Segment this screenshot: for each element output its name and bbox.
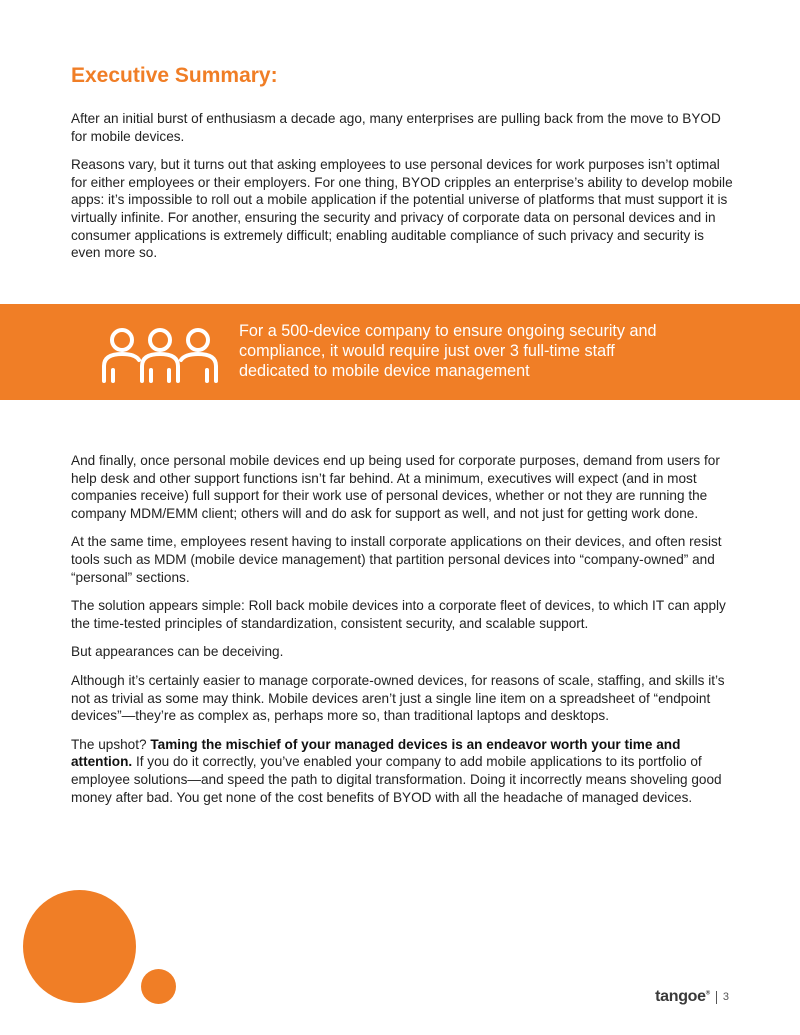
upshot-paragraph xyxy=(71,736,736,806)
footer-divider xyxy=(716,991,717,1004)
upshot-rest: If you do it correctly, you’ve enabled your company to add mobile applications to its portfolio of employee solutions—and speed the path to digital transformation. Doing it incorrectly means shoveling good money after bad. You get none of the cost benefits of BYOD with all the headache of managed devices. xyxy=(71,754,722,805)
decorative-circle-large xyxy=(23,890,136,1003)
page-number: 3 xyxy=(722,991,729,1003)
body-paragraph: Although it’s certainly easier to manage corporate-owned devices, for reasons of scale, staffing, and skills it’s not as trivial as some may think. Mobile devices aren’t just a single line item on a spreadsheet of “endpoint devices”—they’re as complex as, perhaps more so, than traditional laptops and desktops. xyxy=(71,672,725,724)
logo-text: tangoe xyxy=(655,988,706,1005)
body-paragraph: The solution appears simple: Roll back mobile devices into a corporate fleet of devices, to which IT can apply the time-tested principles of standardization, consistent security, and scalable support. xyxy=(71,598,726,631)
tangoe-logo xyxy=(655,988,710,1006)
body-paragraph: At the same time, employees resent having to install corporate applications on their devices, and often resist tools such as MDM (mobile device management) that partition personal devices into “company-owned” and “personal” sections. xyxy=(71,534,722,585)
intro-paragraph: Reasons vary, but it turns out that asking employees to use personal devices for work purposes isn’t optimal for either employees or their employers. For one thing, BYOD cripples an enterprise’s ability to develop mobile apps: it’s impossible to roll out a mobile application if the potential universe of platforms that must support it is virtually infinite. For another, ensuring the security and privacy of corporate data on personal devices and in consumer applications is extremely difficult; enabling auditable compliance of such privacy and security is even more so. xyxy=(71,157,733,261)
page-title: Executive Summary: xyxy=(71,64,278,87)
people-group-icon xyxy=(101,326,219,384)
body-paragraph: But appearances can be deceiving. xyxy=(71,644,284,660)
logo-registered-mark: ® xyxy=(705,990,710,997)
callout-text: For a 500-device company to ensure ongoing security and compliance, it would require just over 3 full-time staff dedicated to mobile device management xyxy=(239,322,657,380)
upshot-lead: The upshot? xyxy=(71,736,151,752)
intro-section xyxy=(71,110,736,273)
upshot-emphasis: Taming the mischief of your managed devices is an endeavor worth your time and attention. xyxy=(71,736,681,770)
body-paragraph: And finally, once personal mobile devices end up being used for corporate purposes, demand from users for help desk and other support functions isn’t far behind. At a minimum, executives will expect (and in most companies receive) full support for their work use of personal devices, whether or not they are running the company MDM/EMM client; others will and do ask for support as well, and not just for getting work done. xyxy=(71,453,720,521)
decorative-circle-small xyxy=(141,969,176,1004)
page-footer xyxy=(655,988,729,1006)
body-section xyxy=(71,452,736,817)
intro-paragraph: After an initial burst of enthusiasm a decade ago, many enterprises are pulling back from the move to BYOD for mobile devices. xyxy=(71,111,721,144)
callout-banner xyxy=(0,304,800,400)
